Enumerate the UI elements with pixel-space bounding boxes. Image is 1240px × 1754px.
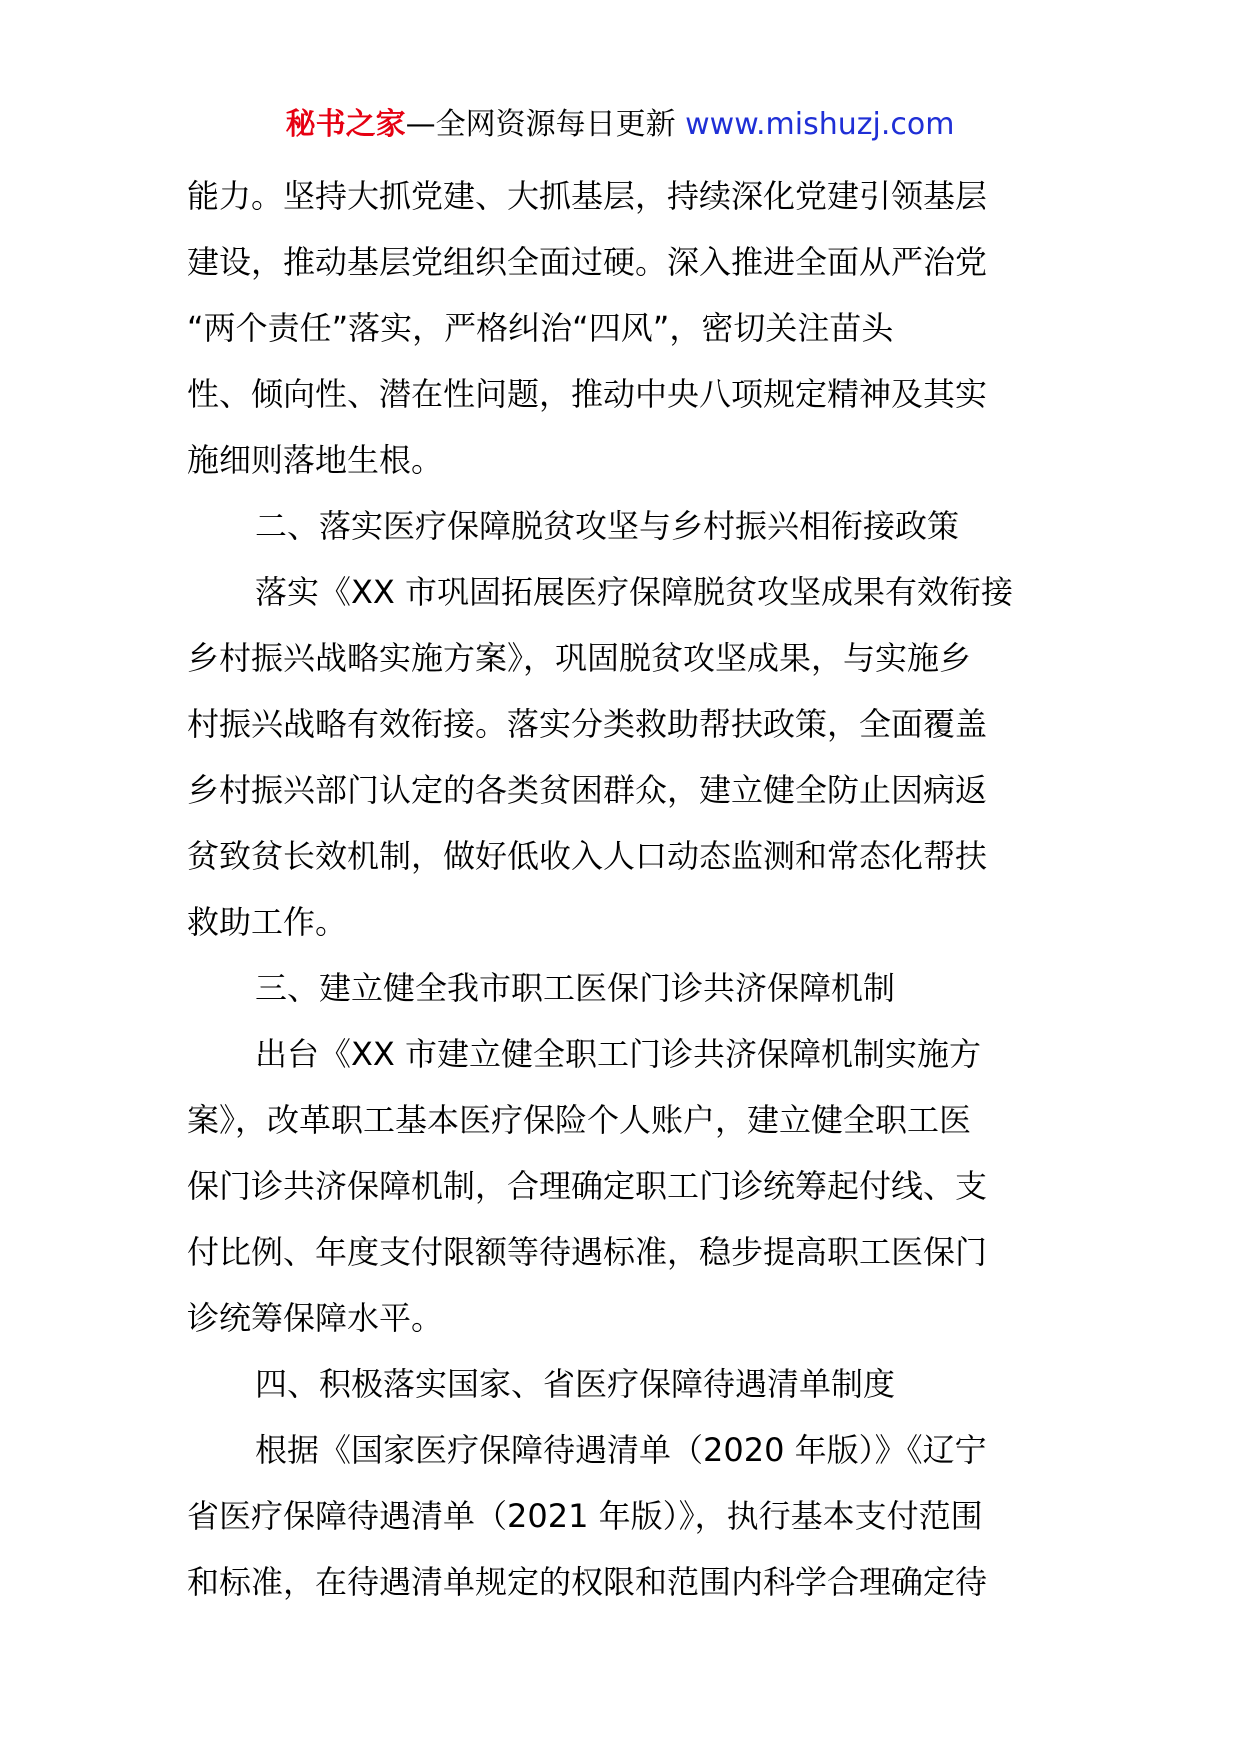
text-line: 付比例、年度支付限额等待遇标准，稳步提高职工医保门	[187, 1233, 988, 1271]
text-line: 根据《国家医疗保障待遇清单（2020 年版）》《辽宁	[255, 1431, 987, 1469]
text-line: 诊统筹保障水平。	[187, 1299, 444, 1337]
text-line: 乡村振兴战略实施方案》，巩固脱贫攻坚成果，与实施乡	[187, 639, 972, 677]
text-line: 案》，改革职工基本医疗保险个人账户，建立健全职工医	[187, 1101, 972, 1139]
text-line: 村振兴战略有效衔接。落实分类救助帮扶政策，全面覆盖	[187, 705, 988, 743]
site-url[interactable]: www.mishuzj.com	[685, 107, 955, 142]
text-line: 建设，推动基层党组织全面过硬。深入推进全面从严治党	[187, 243, 988, 281]
text-line: 省医疗保障待遇清单（2021 年版）》，执行基本支付范围	[187, 1497, 983, 1535]
text-line: 出台《XX 市建立健全职工门诊共济保障机制实施方	[255, 1035, 982, 1073]
text-line: 乡村振兴部门认定的各类贫困群众，建立健全防止因病返	[187, 771, 988, 809]
document-body	[187, 163, 1067, 1615]
text-line: 落实《XX 市巩固拓展医疗保障脱贫攻坚成果有效衔接	[255, 573, 1014, 611]
site-brand: 秘书之家	[285, 107, 406, 142]
text-line: 保门诊共济保障机制，合理确定职工门诊统筹起付线、支	[187, 1167, 988, 1205]
text-line: 性、倾向性、潜在性问题，推动中央八项规定精神及其实	[187, 375, 988, 413]
text-line: 和标准，在待遇清单规定的权限和范围内科学合理确定待	[187, 1563, 988, 1601]
site-tagline: —全网资源每日更新	[405, 107, 686, 142]
text-line: 贫致贫长效机制，做好低收入人口动态监测和常态化帮扶	[187, 837, 988, 875]
text-line: “两个责任”落实，严格纠治“四风”，密切关注苗头	[187, 309, 894, 347]
text-line: 能力。坚持大抓党建、大抓基层，持续深化党建引领基层	[187, 177, 988, 215]
section-heading: 三、建立健全我市职工医保门诊共济保障机制	[255, 969, 896, 1007]
text-line: 施细则落地生根。	[187, 441, 444, 479]
text-line: 救助工作。	[187, 903, 348, 941]
page-header	[0, 100, 1240, 150]
section-heading: 四、积极落实国家、省医疗保障待遇清单制度	[255, 1365, 896, 1403]
section-heading: 二、落实医疗保障脱贫攻坚与乡村振兴相衔接政策	[255, 507, 960, 545]
